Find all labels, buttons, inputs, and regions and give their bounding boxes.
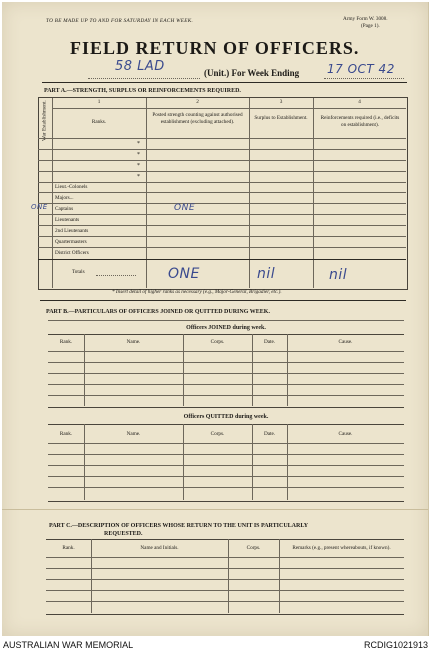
form-page	[2, 2, 429, 636]
quitted-col-corps: Corps.	[210, 431, 225, 437]
unit-label: (Unit.) For Week Ending	[204, 68, 300, 78]
row-line	[46, 601, 404, 602]
col-number-4: 4	[358, 99, 361, 105]
unit-handwritten: 58 LAD	[115, 59, 165, 74]
totals-reinf-handwritten: nil	[329, 267, 348, 283]
rank-label: Quartermasters	[55, 239, 87, 245]
row-line	[38, 182, 406, 183]
row-line	[48, 384, 404, 385]
rule-top	[42, 82, 407, 83]
rank-label: Lieut.-Colonels	[55, 184, 88, 190]
rank-label: Lieutenants	[55, 217, 80, 223]
col-header-reinforcements: Reinforcements required (i.e., deficits on establishment).	[320, 115, 400, 128]
col-header-posted: Posted strength counting against authorised establishment (excluding attached).	[152, 112, 243, 125]
totals-posted-handwritten: ONE	[168, 266, 200, 282]
joined-title: Officers JOINED during week.	[186, 325, 266, 331]
part-c-col-rank: Rank.	[62, 545, 75, 551]
row-line	[38, 171, 406, 172]
row-line	[38, 149, 406, 150]
col-header-surplus: Surplus to Establishment.	[254, 115, 308, 121]
quitted-col-name: Name.	[126, 431, 141, 437]
unit-dotted-line	[88, 78, 200, 79]
row-line	[46, 579, 404, 580]
row-line	[48, 362, 404, 363]
rank-label: Captains	[55, 206, 74, 212]
totals-surplus-handwritten: nil	[257, 266, 276, 282]
row-line	[38, 225, 406, 226]
row-line	[48, 465, 404, 466]
row-line	[48, 476, 404, 477]
joined-col-name: Name.	[126, 339, 141, 345]
part-c-col-remarks: Remarks (e.g., present whereabouts, if known).	[292, 545, 391, 551]
form-number: Army Form W. 3008.	[343, 16, 388, 22]
week-dotted-line	[324, 78, 404, 79]
row-line	[48, 373, 404, 374]
col-number-1: 1	[97, 99, 101, 105]
rank-label: 2nd Lieutenants	[55, 228, 89, 234]
page-number: (Page 1).	[361, 23, 380, 29]
totals-label: Totals	[72, 269, 85, 275]
part-c-col-name: Name and Initials.	[140, 545, 179, 551]
star-mark: *	[137, 152, 140, 158]
colnum-rule	[52, 108, 406, 109]
col-number-3: 3	[279, 99, 283, 105]
row-line	[38, 214, 406, 215]
form-title: FIELD RETURN OF OFFICERS.	[70, 38, 360, 58]
col-number-2: 2	[196, 99, 199, 105]
row-line	[38, 203, 406, 204]
war-establishment-label: War Establishment.	[41, 100, 48, 141]
star-mark: *	[137, 141, 140, 147]
part-b-heading: PART B.—PARTICULARS OF OFFICERS JOINED OR QUITTED DURING WEEK.	[46, 309, 270, 315]
rule-part-b	[40, 300, 406, 301]
quitted-col-date: Date.	[263, 431, 276, 437]
row-line	[46, 568, 404, 569]
row-line	[46, 557, 404, 558]
row-line	[48, 443, 404, 444]
col-header-ranks: Ranks.	[91, 119, 107, 125]
posted-captains-handwritten: ONE	[174, 203, 196, 213]
part-b-rule	[48, 320, 404, 321]
row-line	[38, 160, 406, 161]
part-c-col-corps: Corps.	[246, 545, 261, 551]
row-line	[48, 351, 404, 352]
quitted-col-cause: Cause.	[338, 431, 353, 437]
week-ending-handwritten: 17 OCT 42	[327, 62, 395, 76]
row-line	[38, 236, 406, 237]
row-line	[48, 454, 404, 455]
footer-source: AUSTRALIAN WAR MEMORIAL	[3, 640, 134, 650]
row-line	[38, 247, 406, 248]
rank-label: District Officers	[55, 250, 89, 256]
row-line	[38, 192, 406, 193]
quitted-title: Officers QUITTED during week.	[183, 414, 269, 420]
page-fold	[2, 509, 428, 510]
row-line	[46, 590, 404, 591]
part-a-heading: PART A.—STRENGTH, SURPLUS OR REINFORCEMENTS REQUIRED.	[44, 88, 241, 94]
row-line	[48, 487, 404, 488]
rank-label: Majors...	[55, 195, 74, 201]
star-mark: *	[137, 163, 140, 169]
header-rule	[38, 138, 406, 139]
joined-col-cause: Cause.	[338, 339, 353, 345]
totals-dots	[96, 275, 136, 276]
quitted-col-rank: Rank.	[59, 431, 73, 437]
row-line	[48, 395, 404, 396]
war-est-captains-handwritten: ONE	[31, 203, 48, 211]
part-c-heading-line2: REQUESTED.	[104, 531, 143, 537]
archive-footer	[0, 637, 436, 654]
joined-col-corps: Corps.	[210, 339, 225, 345]
star-mark: *	[137, 174, 140, 180]
joined-col-date: Date.	[263, 339, 276, 345]
footnote: * Insert detail of higher ranks as necessary (e.g., Major-General, Brigadier, etc.).	[112, 289, 282, 295]
instruction-text: TO BE MADE UP TO AND FOR SATURDAY IN EACH WEEK.	[46, 18, 194, 24]
part-c-heading: PART C.—DESCRIPTION OF OFFICERS WHOSE RETURN TO THE UNIT IS PARTICULARLY	[49, 523, 309, 529]
footer-record-id: RCDIG1021913	[364, 640, 429, 650]
totals-rule	[38, 259, 406, 260]
joined-col-rank: Rank.	[59, 339, 73, 345]
